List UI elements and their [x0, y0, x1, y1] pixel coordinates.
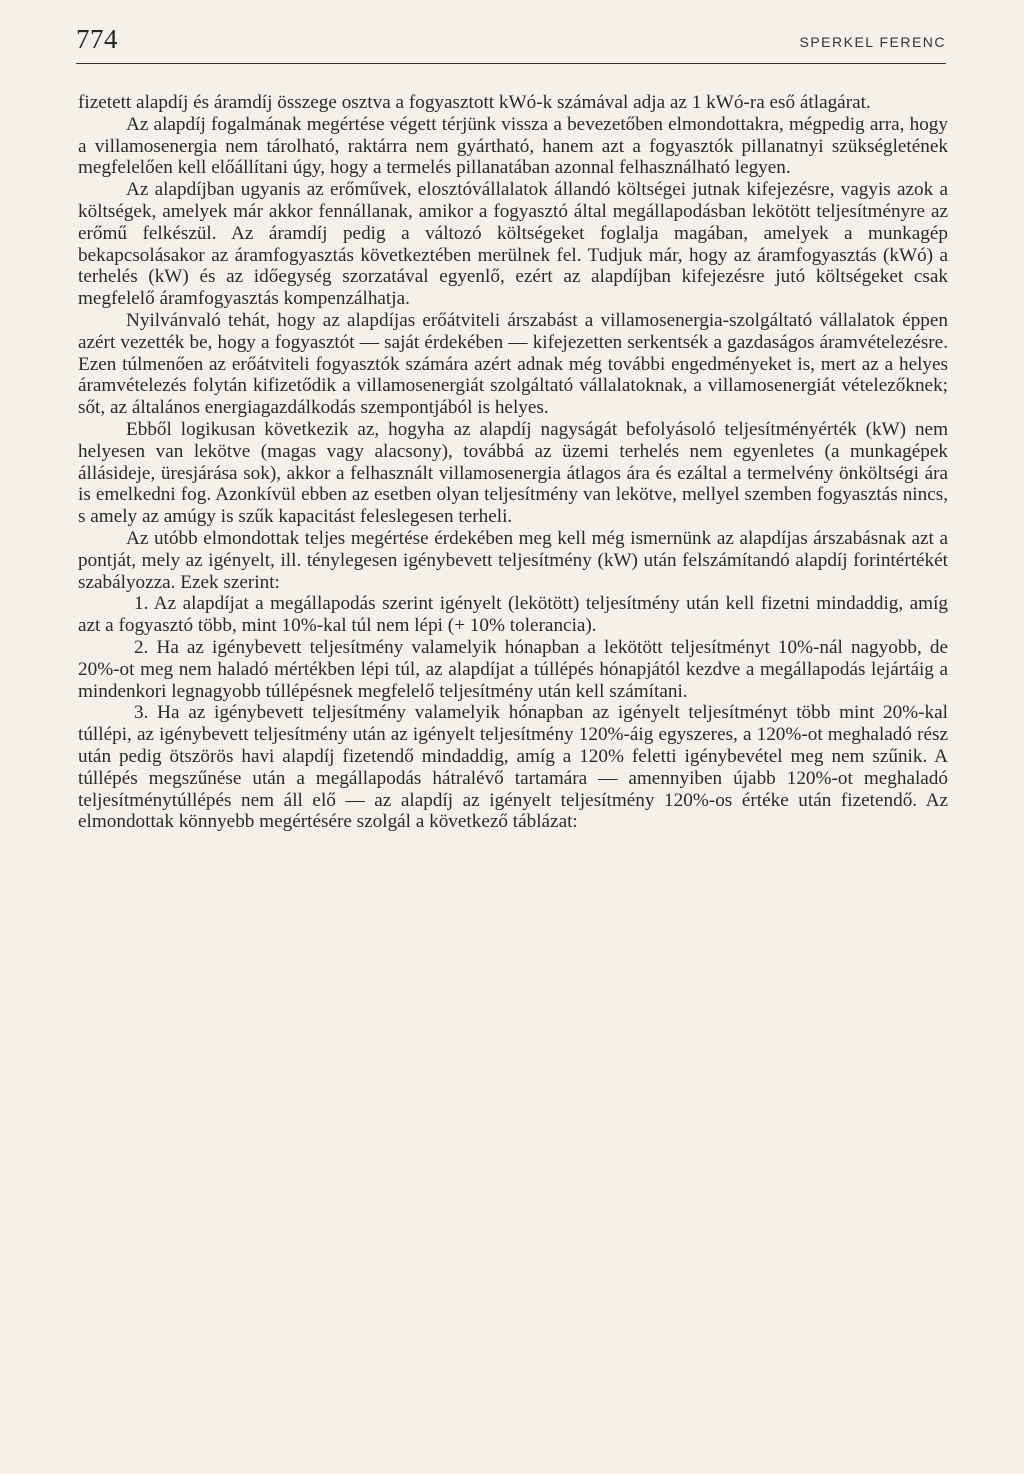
paragraph: Nyilvánvaló tehát, hogy az alapdíjas erőátviteli árszabást a villamosenergia-szolgáltató vállalatok éppen azért vezették be, hogy a fogyasztót — saját érdekében — kifejezetten serkentsék a gazdaságos áramvételezésre. Ezen túlmenően az erőátviteli fogyasztók számára azért adnak még további engedményeket is, mert az a helyes áramvételezés folytán kifizetődik a villamosenergiát szolgáltató vállalatoknak, a villamosenergiát vételezőknek; sőt, az általános energiagazdálkodás szempontjából is helyes. — [78, 309, 948, 419]
paragraph: Az utóbb elmondottak teljes megértése érdekében meg kell még ismernünk az alapdíjas árszabásnak azt a pontját, mely az igényelt, ill. ténylegesen igénybevett teljesítmény (kW) után felszámítandó alapdíj forintértékét szabályozza. Ezek szerint: — [78, 527, 948, 593]
list-item-2: 2. Ha az igénybevett teljesítmény valamelyik hónapban a lekötött teljesítményt 10%-nál nagyobb, de 20%-ot meg nem haladó mértékben lépi túl, az alapdíjat a túllépés hónapjától kezdve a megállapodás lejártáig a mindenkori legnagyobb túllépésnek megfelelő teljesítmény után kell számítani. — [78, 636, 948, 702]
list-item-1: 1. Az alapdíjat a megállapodás szerint igényelt (lekötött) teljesítmény után kell fizetni mindaddig, amíg azt a fogyasztó több, mint 10%-kal túl nem lépi (+ 10% tolerancia). — [78, 593, 948, 637]
paragraph: Ebből logikusan következik az, hogyha az alapdíj nagyságát befolyásoló teljesítményérték (kW) nem helyesen van lekötve (magas vagy alacsony), továbbá az üzemi terhelés nem egyenletes (a munkagépek állásideje, üresjárása sok), akkor a felhasznált villamosenergia átlagos ára és ezáltal a termelvény önköltségi ára is emelkedni fog. Azonkívül ebben az esetben olyan teljesítmény van lekötve, mellyel szemben fogyasztás nincs, s amely az amúgy is szűk kapacitást feleslegesen terheli. — [78, 418, 948, 528]
paragraph-continued: fizetett alapdíj és áramdíj összege osztva a fogyasztott kWó-k számával adja az 1 kWó-ra eső átlagárat. — [78, 92, 871, 113]
paragraph: Az alapdíjban ugyanis az erőművek, elosztóvállalatok állandó költségei jutnak kifejezésre, vagyis azok a költségek, amelyek már akkor fennállanak, amikor a fogyasztó által megállapodásban lekötött teljesítményre az erőmű felkészül. Az áramdíj pedig a változó költségeket foglalja magában, amelyek a munkagép bekapcsolásakor az áramfogyasztás következtében merülnek fel. Tudjuk már, hogy az áramfogyasztás (kWó) a terhelés (kW) és az időegység szorzatával egyenlő, ezért az alapdíjban kifejezésre jutó költségeket csak megfelelő áramfogyasztás kompenzálhatja. — [78, 179, 948, 310]
paragraph: Az alapdíj fogalmának megértése végett térjünk vissza a bevezetőben elmondottakra, mégpedig arra, hogy a villamosenergia nem tárolható, raktárra nem gyártható, hanem azt a fogyasztók pillanatnyi szükségletének megfelelően kell előállítani úgy, hogy a termelés pillanatában azonnal felhasználható legyen. — [78, 113, 948, 179]
body-text — [78, 92, 948, 833]
list-item-3: 3. Ha az igénybevett teljesítmény valamelyik hónapban az igényelt teljesítményt több mint 20%-kal túllépi, az igénybevett teljesítmény után az igényelt teljesítmény 120%-áig egyszeres, a 120%-ot meghaladó rész után pedig ötszörös havi alapdíj fizetendő mindaddig, amíg a 120% feletti igénybevétel meg nem szűnik. A túllépés megszűnése után a megállapodás hátralévő tartamára — amennyiben újabb 120%-ot meghaladó teljesítménytúllépés nem áll elő — az alapdíj az igényelt teljesítmény 120%-os értéke után fizetendő. Az elmondottak könnyebb megértésére szolgál a következő táblázat: — [78, 702, 948, 833]
page-header — [76, 24, 946, 64]
running-head: SPERKEL FERENC — [799, 34, 946, 50]
page-number: 774 — [76, 24, 118, 54]
header-rule — [76, 63, 946, 64]
